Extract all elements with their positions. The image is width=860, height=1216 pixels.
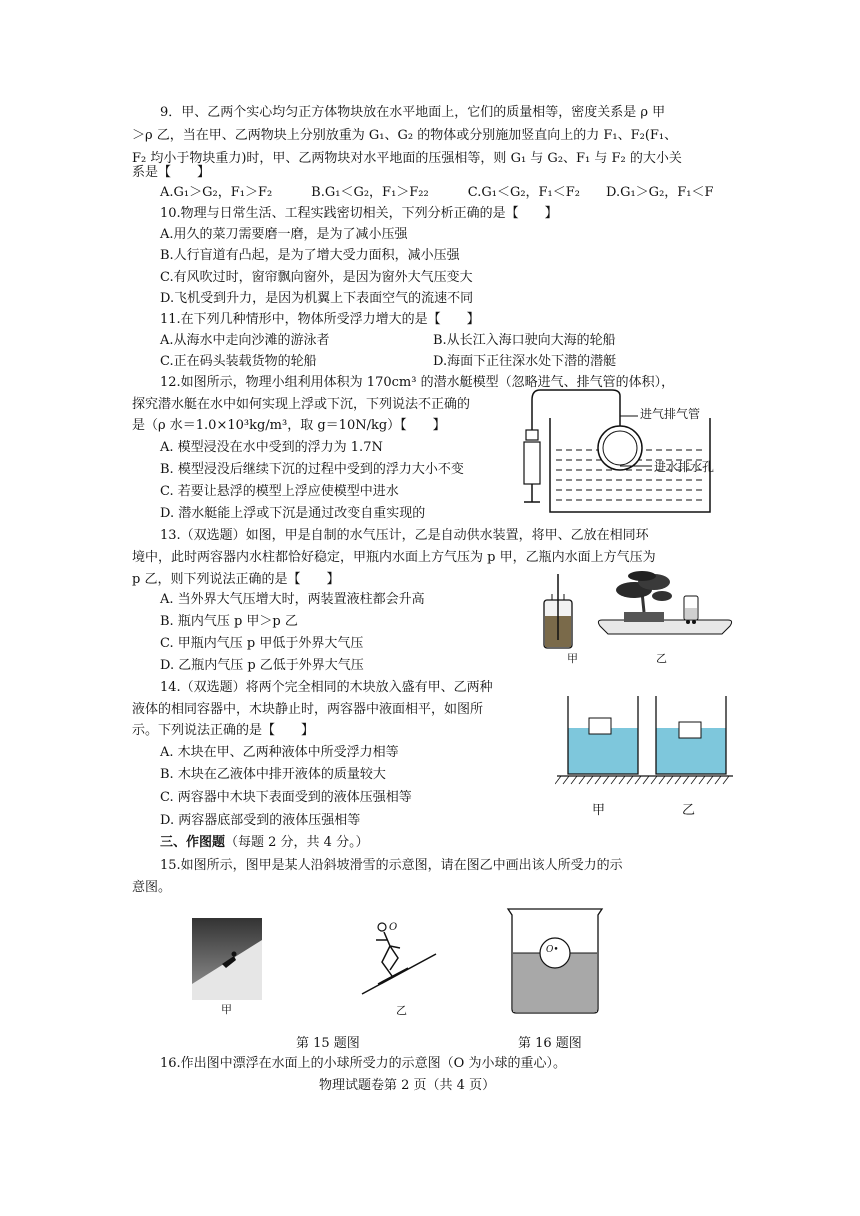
q12-option-b: B. 模型浸没后继续下沉的过程中受到的浮力大小不变 <box>160 462 464 477</box>
q9-line-3: F₂ 均小于物块重力)时，甲、乙两物块对水平地面的压强相等，则 G₁ 与 G₂、F₁ 与 F₂ 的大小关 <box>132 151 682 166</box>
q14-line-3: 示。下列说法正确的是【 】 <box>132 723 315 738</box>
q15-label-yi: 乙 <box>396 1004 407 1017</box>
q10-option-c: C.有风吹过时，窗帘飘向窗外，是因为窗外大气压变大 <box>160 270 473 285</box>
q11-option-b: B.从长江入海口驶向大海的轮船 <box>433 333 616 348</box>
skier-line-drawing <box>356 918 440 1002</box>
q16-stem: 16.作出图中漂浮在水面上的小球所受力的示意图（O 为小球的重心）。 <box>160 1056 566 1071</box>
beaker-floating-ball-figure <box>502 905 608 1015</box>
q9-line-4: 系是【 】 <box>132 165 211 180</box>
q13-option-b: B. 瓶内气压 p 甲＞p 乙 <box>160 614 298 629</box>
q14-line-1: 14.（双选题）将两个完全相同的木块放入盛有甲、乙两种 <box>160 680 493 695</box>
q15-line-2: 意图。 <box>132 880 172 895</box>
q11-option-a: A.从海水中走向沙滩的游泳者 <box>160 333 330 348</box>
q9-line-2: ＞ρ 乙，当在甲、乙两物块上分别放重为 G₁、G₂ 的物体或分别施加竖直向上的力 F₁、F₂(F₁、 <box>132 128 678 143</box>
barometer-and-water-supply-figure <box>538 570 738 660</box>
q14-option-b: B. 木块在乙液体中排开液体的质量较大 <box>160 767 386 782</box>
q14-line-2: 液体的相同容器中，木块静止时，两容器中液面相平，如图所 <box>132 702 484 717</box>
q13-option-c: C. 甲瓶内气压 p 甲低于外界大气压 <box>160 636 364 651</box>
q12-line-1: 12.如图所示，物理小组利用体积为 170cm³ 的潜水艇模型（忽略进气、排气管的体积）， <box>160 375 675 390</box>
q15-line-1: 15.如图所示，图甲是某人沿斜坡滑雪的示意图，请在图乙中画出该人所受力的示 <box>160 858 623 873</box>
q10-stem: 10.物理与日常生活、工程实践密切相关，下列分析正确的是【 】 <box>160 206 558 221</box>
q16-label-o: O• <box>546 945 559 955</box>
q14-label-jia: 甲 <box>592 803 606 818</box>
two-containers-figure <box>555 692 735 792</box>
q13-label-jia: 甲 <box>567 652 578 665</box>
q12-line-2: 探究潜水艇在水中如何实现上浮或下沉，下列说法不正确的 <box>132 397 471 412</box>
q15-label-o: O <box>389 922 398 933</box>
q14-option-a: A. 木块在甲、乙两种液体中所受浮力相等 <box>160 745 399 760</box>
q14-option-c: C. 两容器中木块下表面受到的液体压强相等 <box>160 790 412 805</box>
q15-caption: 第 15 题图 <box>296 1036 360 1051</box>
q14-label-yi: 乙 <box>682 803 696 818</box>
q11-option-c: C.正在码头装载货物的轮船 <box>160 354 317 369</box>
q12-option-c: C. 若要让悬浮的模型上浮应使模型中进水 <box>160 484 399 499</box>
label-intake-exhaust-pipe: 进气排气管 <box>640 407 701 421</box>
q13-line-3: p 乙，则下列说法正确的是【 】 <box>132 572 340 587</box>
q15-label-jia: 甲 <box>221 1003 232 1016</box>
q13-option-a: A. 当外界大气压增大时，两装置液柱都会升高 <box>160 592 425 607</box>
q11-stem: 11.在下列几种情形中，物体所受浮力增大的是【 】 <box>160 312 480 327</box>
q16-caption: 第 16 题图 <box>518 1036 582 1051</box>
q10-option-a: A.用久的菜刀需要磨一磨，是为了减小压强 <box>160 227 408 242</box>
skier-photo <box>192 918 262 1000</box>
q13-option-d: D. 乙瓶内气压 p 乙低于外界大气压 <box>160 658 364 673</box>
q10-option-b: B.人行盲道有凸起，是为了增大受力面积，减小压强 <box>160 248 460 263</box>
section-3-heading <box>160 833 369 853</box>
ground-hatching <box>555 776 729 784</box>
q12-line-3: 是（ρ 水＝1.0×10³kg/m³，取 g＝10N/kg）【 】 <box>132 418 446 433</box>
q11-option-d: D.海面下正往深水处下潜的潜艇 <box>433 354 617 369</box>
q12-option-d: D. 潜水艇能上浮或下沉是通过改变自重实现的 <box>160 506 426 521</box>
section-3-title: 三、作图题 <box>160 835 226 850</box>
q13-line-1: 13.（双选题）如图，甲是自制的水气压计，乙是自动供水装置，将甲、乙放在相同环 <box>160 528 649 543</box>
q13-line-2: 境中，此时两容器内水柱都恰好稳定，甲瓶内水面上方气压为 p 甲，乙瓶内水面上方气压为 <box>132 550 656 565</box>
q13-label-yi: 乙 <box>656 652 667 665</box>
q10-option-d: D.飞机受到升力，是因为机翼上下表面空气的流速不同 <box>160 291 474 306</box>
q12-option-a: A. 模型浸没在水中受到的浮力为 1.7N <box>160 440 383 455</box>
q9-options: A.G₁＞G₂，F₁＞F₂ B.G₁＜G₂，F₁＞F₂₂ C.G₁＜G₂，F₁＜F₂ D.G₁＞G₂，F₁＜F <box>160 185 714 200</box>
page-footer: 物理试题卷第 2 页（共 4 页） <box>319 1078 496 1093</box>
q14-option-d: D. 两容器底部受到的液体压强相等 <box>160 813 361 828</box>
label-water-hole: 进水排水孔 <box>654 460 715 474</box>
q9-line-1: 9．甲、乙两个实心均匀正方体物块放在水平地面上，它们的质量相等，密度关系是 ρ 甲 <box>160 105 666 120</box>
section-3-note: （每题 2 分，共 4 分。） <box>225 835 369 850</box>
